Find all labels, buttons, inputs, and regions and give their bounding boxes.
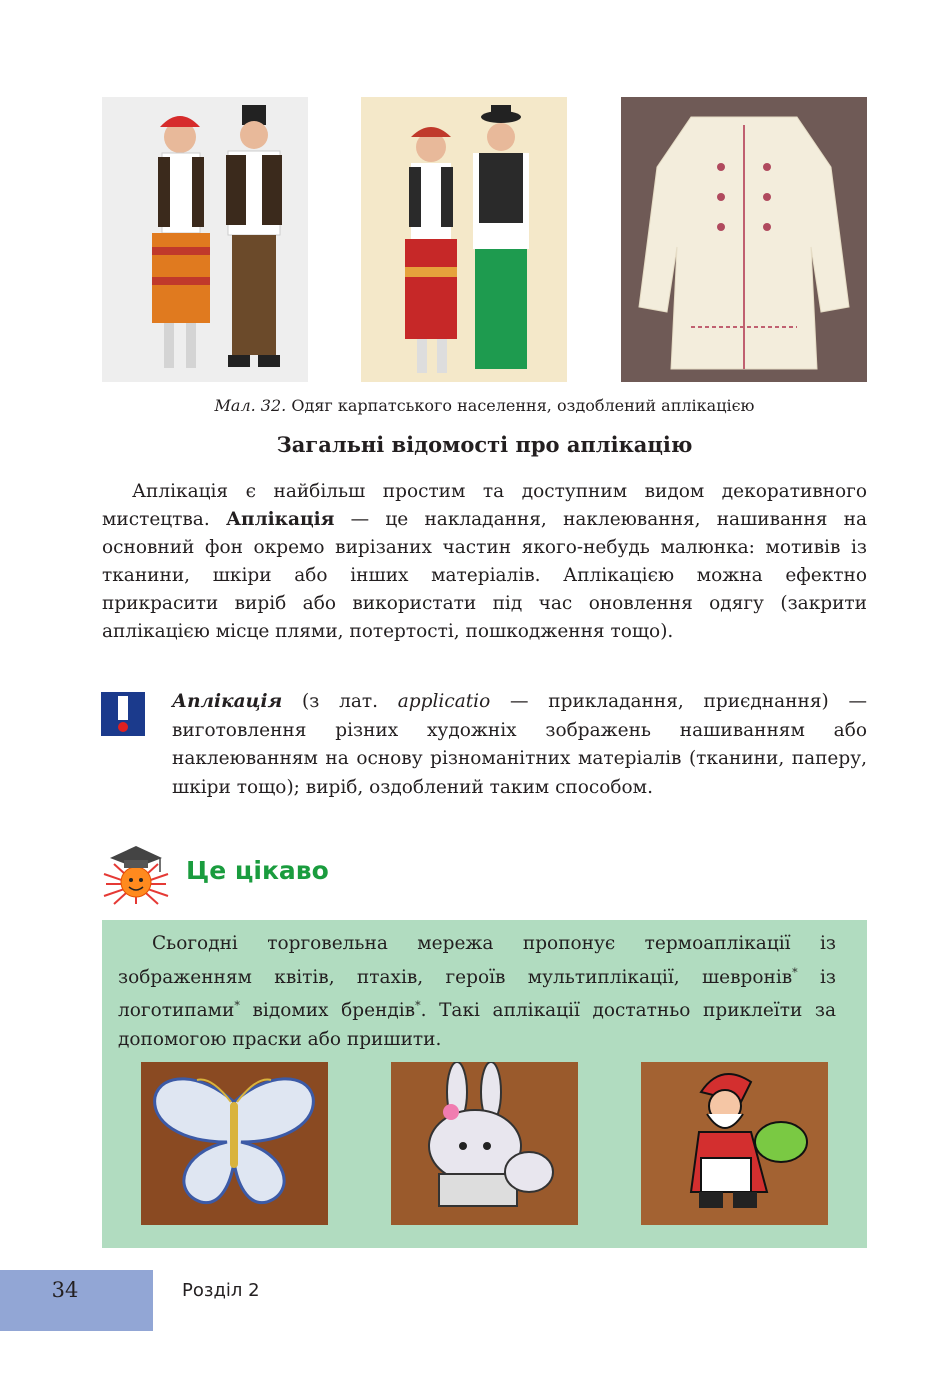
interest-text-3: відомих брендів (239, 1000, 416, 1022)
page-number: 34 (51, 1278, 79, 1302)
photo-carpathian-couple-1 (102, 97, 308, 382)
photo-white-coat (621, 97, 867, 382)
figure-label: Мал. 32. (214, 396, 287, 415)
definition-block (172, 688, 867, 802)
photo-bunny-applique (391, 1062, 578, 1225)
footnote-star: * (415, 999, 421, 1013)
intro-term: Аплікація (225, 509, 335, 530)
intro-text-1: Аплікація є найбільш простим та доступним видом декоративного мистецтва. (102, 481, 867, 530)
graduate-sun-icon (100, 834, 172, 906)
section-label: Розділ 2 (182, 1280, 260, 1301)
footnote-star: * (234, 999, 240, 1013)
figure-caption (102, 396, 867, 415)
figure-caption-text: Одяг карпатського населення, оздоблений аплікацією (291, 396, 755, 415)
definition-text-1: (з лат. (282, 691, 398, 712)
interest-text-2: із логотипами (118, 966, 837, 1022)
intro-text-2: — це накладання, наклеювання, нашивання на основний фон окремо вирізаних частин якого-небудь малюнка: мотивів із тканини, шкіри або інших матеріалів. Аплікацією можна ефектно прикрасити виріб або використати під час оновлення одягу (закрити аплікацією місце плями, потертості, пошкодження тощо). (102, 509, 867, 642)
interest-text (118, 930, 836, 1054)
definition-latin: applicatio (397, 691, 491, 712)
interest-text-1: Сьогодні торговельна мережа пропонує термоаплікації із зображенням квітів, птахів, героїв мультиплікації, шевронів (118, 933, 836, 988)
photo-santa-applique (641, 1062, 828, 1225)
definition-text-2: — прикладання, приєднання) — виготовлення різних художніх зображень нашиванням або наклеюванням на основу різноманітних матеріалів (тканини, паперу, шкіри тощо); виріб, оздоблений таким способом. (172, 691, 867, 798)
section-heading: Загальні відомості про аплікацію (276, 432, 693, 457)
footnote-star: * (792, 965, 798, 979)
exclamation-icon (101, 692, 145, 736)
intro-paragraph (102, 478, 867, 646)
interest-text-4: . Такі аплікації достатньо приклеїти за допомогою праски або пришити. (118, 1000, 837, 1050)
photo-butterfly-applique (141, 1062, 328, 1225)
photo-carpathian-couple-2 (361, 97, 567, 382)
interest-title: Це цікаво (186, 856, 329, 885)
definition-term: Аплікація (172, 691, 283, 712)
